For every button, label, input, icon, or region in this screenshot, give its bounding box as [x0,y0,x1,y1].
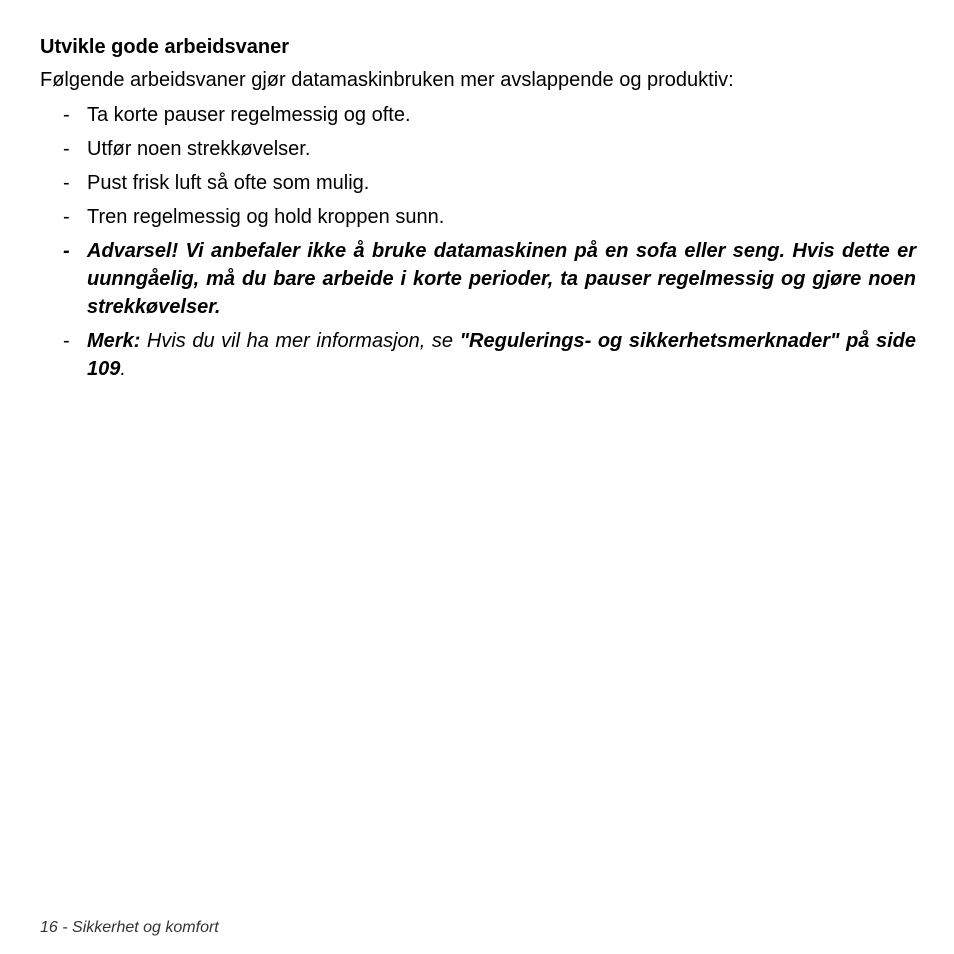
warning-item [40,237,916,321]
note-label: Merk: [87,330,141,352]
bullet-dash: - [63,240,70,262]
note-end: . [120,358,126,380]
list-item [40,203,916,231]
bullet-dash: - [63,172,70,194]
page-footer: 16 - Sikkerhet og komfort [40,919,219,936]
habits-list [40,101,916,389]
warning-text: Advarsel! Vi anbefaler ikke å bruke datamaskinen på en sofa eller seng. Hvis dette er uunngåelig, må du bare arbeide i korte perioder, ta pauser regelmessig og gjøre noen strekkøvelser. [87,240,916,318]
list-item-text: Pust frisk luft så ofte som mulig. [87,172,370,194]
list-item [40,169,916,197]
bullet-dash: - [63,104,70,126]
list-item [40,135,916,163]
list-item [40,101,916,129]
bullet-dash: - [63,330,70,352]
note-body: Hvis du vil ha mer informasjon, se [140,330,460,352]
note-reference-link[interactable]: "Regulerings- og sikkerhetsmerknader" på side 109 [87,330,916,380]
note-text [87,327,916,383]
bullet-dash: - [63,206,70,228]
list-item-text: Utfør noen strekkøvelser. [87,138,311,160]
intro-paragraph: Følgende arbeidsvaner gjør datamaskinbruken mer avslappende og produktiv: [40,69,734,91]
section-heading: Utvikle gode arbeidsvaner [40,36,289,58]
list-item-text: Ta korte pauser regelmessig og ofte. [87,104,411,126]
bullet-dash: - [63,138,70,160]
note-item [40,327,916,383]
list-item-text: Tren regelmessig og hold kroppen sunn. [87,206,445,228]
